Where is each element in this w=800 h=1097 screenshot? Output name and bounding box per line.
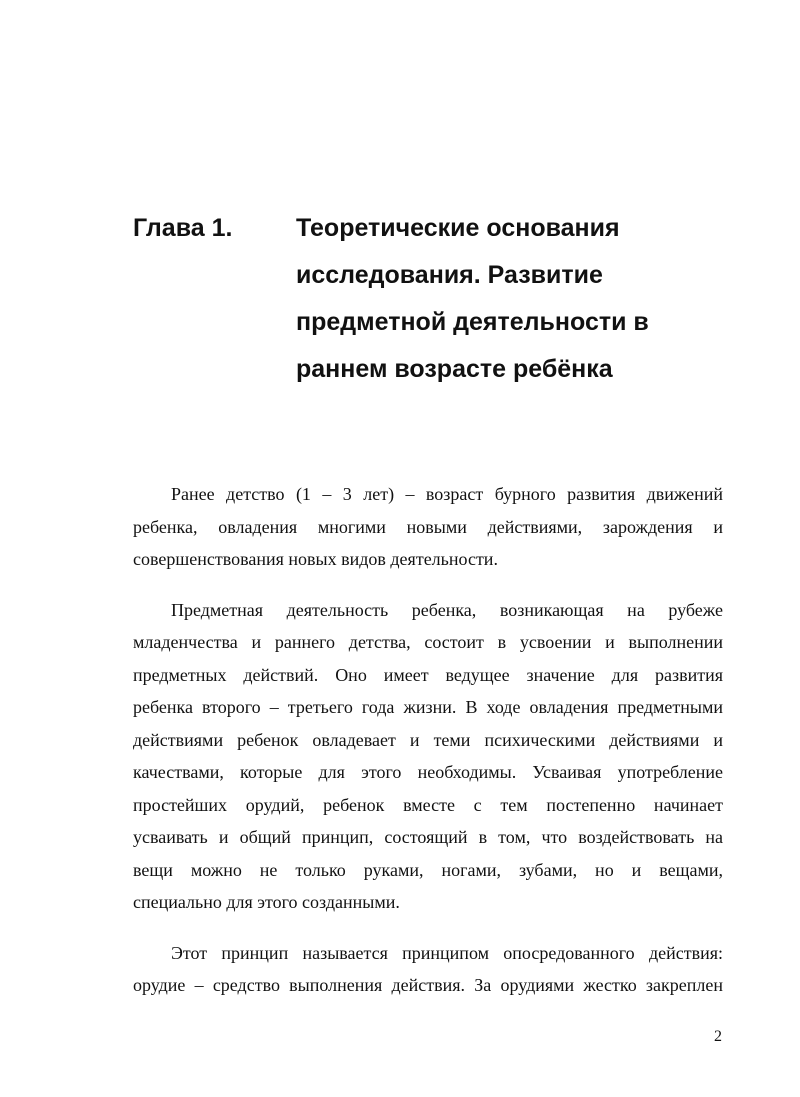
text-line: предметных действий. Оно имеет ведущее значение для развития (133, 664, 723, 685)
chapter-label: Глава 1. (133, 214, 233, 242)
text-line: Этот принцип называется принципом опосредованного действия: (171, 942, 723, 963)
text-line: Предметная деятельность ребенка, возникающая на рубеже (171, 599, 723, 620)
chapter-title-line: исследования. Развитие (296, 261, 603, 289)
text-line: вещи можно не только руками, ногами, зубами, но и вещами, (133, 859, 723, 880)
text-line: ребенка второго – третьего года жизни. В ходе овладения предметными (133, 697, 723, 717)
paragraph (133, 478, 723, 576)
chapter-title (296, 205, 716, 393)
chapter-title-line: раннем возрасте ребёнка (296, 355, 613, 383)
chapter-title-line: Теоретические основания (296, 214, 620, 242)
text-line: качествами, которые для этого необходимы. Усваивая употребление (133, 762, 723, 782)
paragraph (133, 594, 723, 919)
text-line: специально для этого созданными. (133, 892, 400, 912)
text-line: совершенствования новых видов деятельности. (133, 549, 498, 569)
text-line: орудие – средство выполнения действия. За орудиями жестко закреплен (133, 975, 723, 995)
text-line: Ранее детство (1 – 3 лет) – возраст бурного развития движений (171, 484, 723, 504)
text-line: младенчества и раннего детства, состоит в усвоении и выполнении (133, 632, 723, 652)
text-line: простейших орудий, ребенок вместе с тем постепенно начинает (133, 794, 723, 815)
body-text (133, 478, 723, 1020)
text-line: действиями ребенок овладевает и теми психическими действиями и (133, 729, 723, 750)
page-number: 2 (714, 1028, 722, 1045)
paragraph (133, 937, 723, 1002)
chapter-title-line: предметной деятельности в (296, 308, 649, 336)
text-line: усваивать и общий принцип, состоящий в том, что воздействовать на (133, 827, 723, 847)
text-line: ребенка, овладения многими новыми действиями, зарождения и (133, 516, 723, 537)
